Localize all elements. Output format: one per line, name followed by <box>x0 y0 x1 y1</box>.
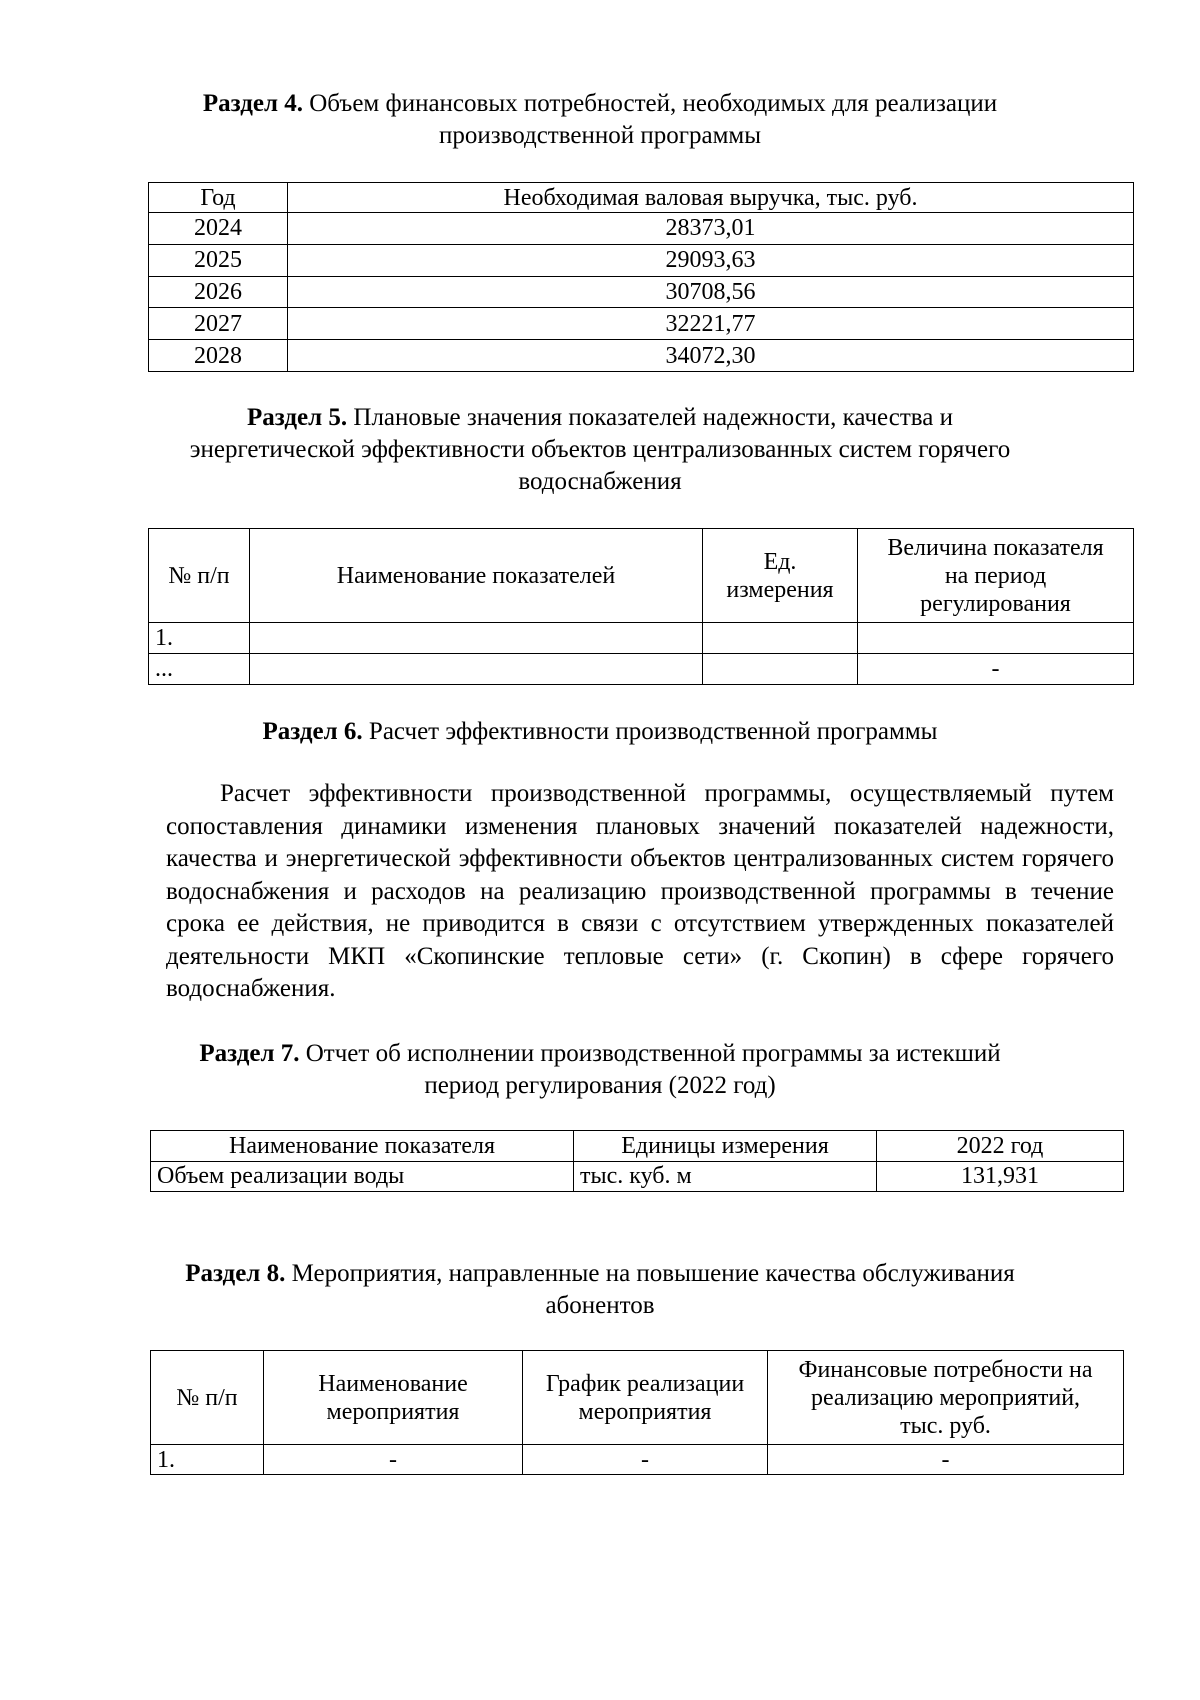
revenue-cell: 29093,63 <box>288 244 1134 276</box>
table-header-row <box>151 1131 1124 1162</box>
header-unit: Ед. измерения <box>703 529 858 623</box>
table-row <box>149 244 1134 276</box>
table-row <box>149 276 1134 308</box>
year-cell: 2026 <box>149 276 288 308</box>
table-row <box>149 213 1134 245</box>
table-row <box>149 623 1134 654</box>
row-number: ... <box>149 654 250 685</box>
year-cell: 2027 <box>149 308 288 340</box>
schedule-cell: - <box>523 1445 768 1475</box>
unit-cell: тыс. куб. м <box>574 1161 877 1192</box>
section-4-table <box>148 182 1134 372</box>
revenue-cell: 30708,56 <box>288 276 1134 308</box>
section-6-title: Раздел 6. Расчет эффективности производственной программы <box>262 718 938 745</box>
header-number: № п/п <box>151 1351 264 1445</box>
header-revenue: Необходимая валовая выручка, тыс. руб. <box>288 183 1134 213</box>
section-7-table <box>150 1130 1124 1192</box>
revenue-cell: 34072,30 <box>288 340 1134 372</box>
revenue-cell: 32221,77 <box>288 308 1134 340</box>
year-cell: 2024 <box>149 213 288 245</box>
header-indicator-value: Величина показателя на период регулирования <box>858 529 1134 623</box>
section-5-title: Раздел 5. Плановые значения показателей надежности, качества и энергетической эффективности объектов централизованных систем горячего водоснабжения <box>189 404 1011 495</box>
header-financial-needs: Финансовые потребности на реализацию мероприятий, тыс. руб. <box>768 1351 1124 1445</box>
empty-cell <box>858 623 1134 654</box>
row-number: 1. <box>149 623 250 654</box>
empty-cell <box>250 654 703 685</box>
table-row <box>149 340 1134 372</box>
header-event-name: Наименование мероприятия <box>264 1351 523 1445</box>
value-cell: - <box>858 654 1134 685</box>
table-row <box>149 654 1134 685</box>
indicator-name-cell: Объем реализации воды <box>151 1161 574 1192</box>
value-cell: 131,931 <box>877 1161 1124 1192</box>
header-year-2022: 2022 год <box>877 1131 1124 1162</box>
event-name-cell: - <box>264 1445 523 1475</box>
section-4-title: Раздел 4. Объем финансовых потребностей, необходимых для реализации производственной программы <box>202 90 998 149</box>
row-number: 1. <box>151 1445 264 1475</box>
year-cell: 2028 <box>149 340 288 372</box>
financial-needs-cell: - <box>768 1445 1124 1475</box>
header-schedule: График реализации мероприятия <box>523 1351 768 1445</box>
section-6-paragraph: Расчет эффективности производственной программы, осуществляемый путем сопоставления динамики изменения плановых значений показателей надежности, качества и энергетической эффективности объектов централизованных систем горячего водоснабжения и расходов на реализацию производственной программы в течение срока ее действия, не приводится в связи с отсутствием утвержденных показателей деятельности МКП «Скопинские тепловые сети» (г. Скопин) в сфере горячего водоснабжения. <box>166 780 1115 1002</box>
header-indicator-name: Наименование показателя <box>151 1131 574 1162</box>
section-8-table <box>150 1350 1124 1475</box>
year-cell: 2025 <box>149 244 288 276</box>
empty-cell <box>703 654 858 685</box>
empty-cell <box>703 623 858 654</box>
table-row <box>149 308 1134 340</box>
table-header-row <box>151 1351 1124 1445</box>
table-header-row <box>149 183 1134 213</box>
section-8-title: Раздел 8. Мероприятия, направленные на повышение качества обслуживания абонентов <box>185 1260 1015 1319</box>
section-5-table <box>148 528 1134 685</box>
table-header-row <box>149 529 1134 623</box>
header-unit: Единицы измерения <box>574 1131 877 1162</box>
header-number: № п/п <box>149 529 250 623</box>
table-row <box>151 1161 1124 1192</box>
section-7-title: Раздел 7. Отчет об исполнении производственной программы за истекший период регулирования (2022 год) <box>199 1040 1001 1099</box>
header-year: Год <box>149 183 288 213</box>
header-indicator-name: Наименование показателей <box>250 529 703 623</box>
revenue-cell: 28373,01 <box>288 213 1134 245</box>
empty-cell <box>250 623 703 654</box>
table-row <box>151 1445 1124 1475</box>
